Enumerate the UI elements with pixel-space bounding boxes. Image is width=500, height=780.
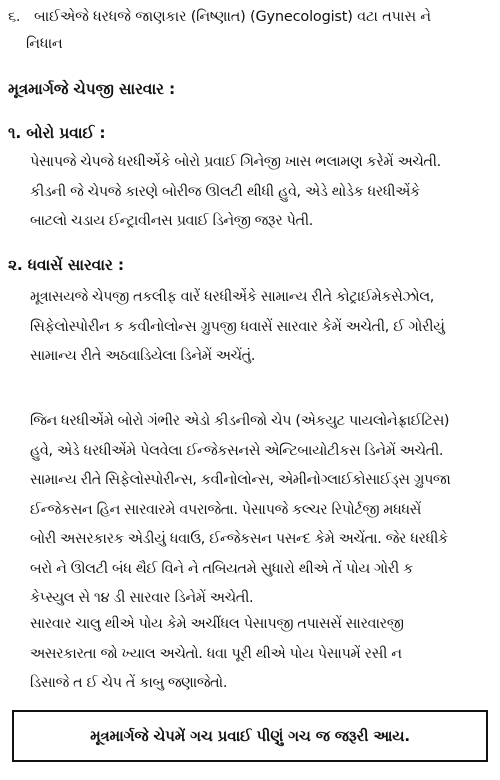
text-line: હુવે, એડે ધરધીએંમે પેલવેલા ઈન્જેકસનસે એન્ટિબાયોટીકસ ડિનેમેં અચેતી. [30, 442, 444, 459]
text-line: બોરી અસરકારક એડીયું ધવાઉ, ઈન્જેકસન પસન્દ કેમે અચેંતા. જેર ધરધીકે [30, 531, 448, 547]
text-line: પેસાપજે ચેપજે ધરધીએંકે બોરો પ્રવાઈ ગિનેજી ખાસ ભલામણ કરેમેં અચેતી. [30, 154, 441, 170]
text-line: ઈન્જેકસન હિન સારવારમે વપરાજેતા. પેસાપજે કલ્ચર રિપોર્ટજી મધધસેં [30, 501, 421, 518]
subsection-heading-2: ૨. ધવાસેં સારવાર : [8, 256, 124, 274]
note-text: મૂત્રમાર્ગજે ચેપમેં ગચ પ્રવાઈ પીણું ગચ જ જરૂરી આય. [90, 727, 410, 745]
paragraph-cystitis-treatment [30, 283, 492, 372]
text-line: અસરકારતા જો ખ્યાલ અચેતો. ધવા પૂરી થીએ પોય પેસાપમેં રસી ન [30, 645, 402, 662]
paragraph-pyelonephritis-treatment [30, 407, 492, 614]
text-line: સામાન્ય રીતે અઠવાડિયેલા ડિનેમેં અચેંતું. [30, 348, 256, 364]
highlight-note-box [12, 710, 488, 762]
section-title: મૂત્રમાર્ગજે ચેપજી સારવાર : [8, 80, 176, 98]
text-line: મૂત્રાસયજે ચેપજી તકલીફ વારેં ધરધીએંકે સામાન્ય રીતે કોટ્રાઈમેકસેઝોલ, [30, 289, 435, 305]
item-text-line-2: નિધાન [26, 36, 63, 52]
text-line: જિન ધરધીએંમે બોરો ગંભીર એડો કીડનીજો ચેપ (એકયુટ પાયલોનેફ્રાઈટિસ) [30, 413, 450, 429]
subsection-heading-1: ૧. બોરો પ્રવાઈ : [8, 124, 106, 142]
list-item-6 [8, 4, 492, 58]
text-line: સામાન્ય રીતે સિફેલોસ્પોરીન્સ, કવીનોલોન્સ, એમીનોગ્લાઈકોસાઈડ્સ ગ્રુપજા [30, 472, 451, 488]
paragraph-follow-up [30, 610, 492, 699]
text-line: સારવાર ચાલુ થીએ પોય કેમે અચીંધલ પેસાપજી તપાસસેં સારવારજી [30, 616, 404, 632]
text-line: કીડની જે ચેપજે કારણે બોરીજ ઊલટી થીધી હુવે, એડે થોડેક ધરધીએંકે [30, 183, 420, 200]
text-line: કેપ્સ્યુલ સે ૧૪ ડી સારવાર ડિનેમેં અચેતી. [30, 590, 254, 606]
text-line: ડિસાજે ત ઈ ચેપ તેં કાબુ જણાજેતો. [30, 675, 228, 691]
item-number: ૬. [8, 9, 21, 25]
text-line: બાટલો ચડાય ઈન્ટ્રાવીનસ પ્રવાઈ ડિનેજી જરૂર પેતી. [30, 213, 314, 229]
text-line: સિફેલોસ્પોરીન ક કવીનોલોન્સ ગ્રુપજી ધવાસેં સારવાર કેમેં અચેતી, ઈ ગોરીયું [30, 318, 445, 335]
paragraph-hydration [30, 148, 492, 237]
text-line: બરો ને ઊલટી બંધ થૈઈ વિને ને તબિયતમે સુધારો થીએ તેં પોય ગોરી ક [30, 560, 413, 577]
item-text-line-1: બાઈએજે ધરધજે જાણકાર (નિષ્ણાત) (Gynecologist) વટા તપાસ ને [34, 9, 431, 25]
